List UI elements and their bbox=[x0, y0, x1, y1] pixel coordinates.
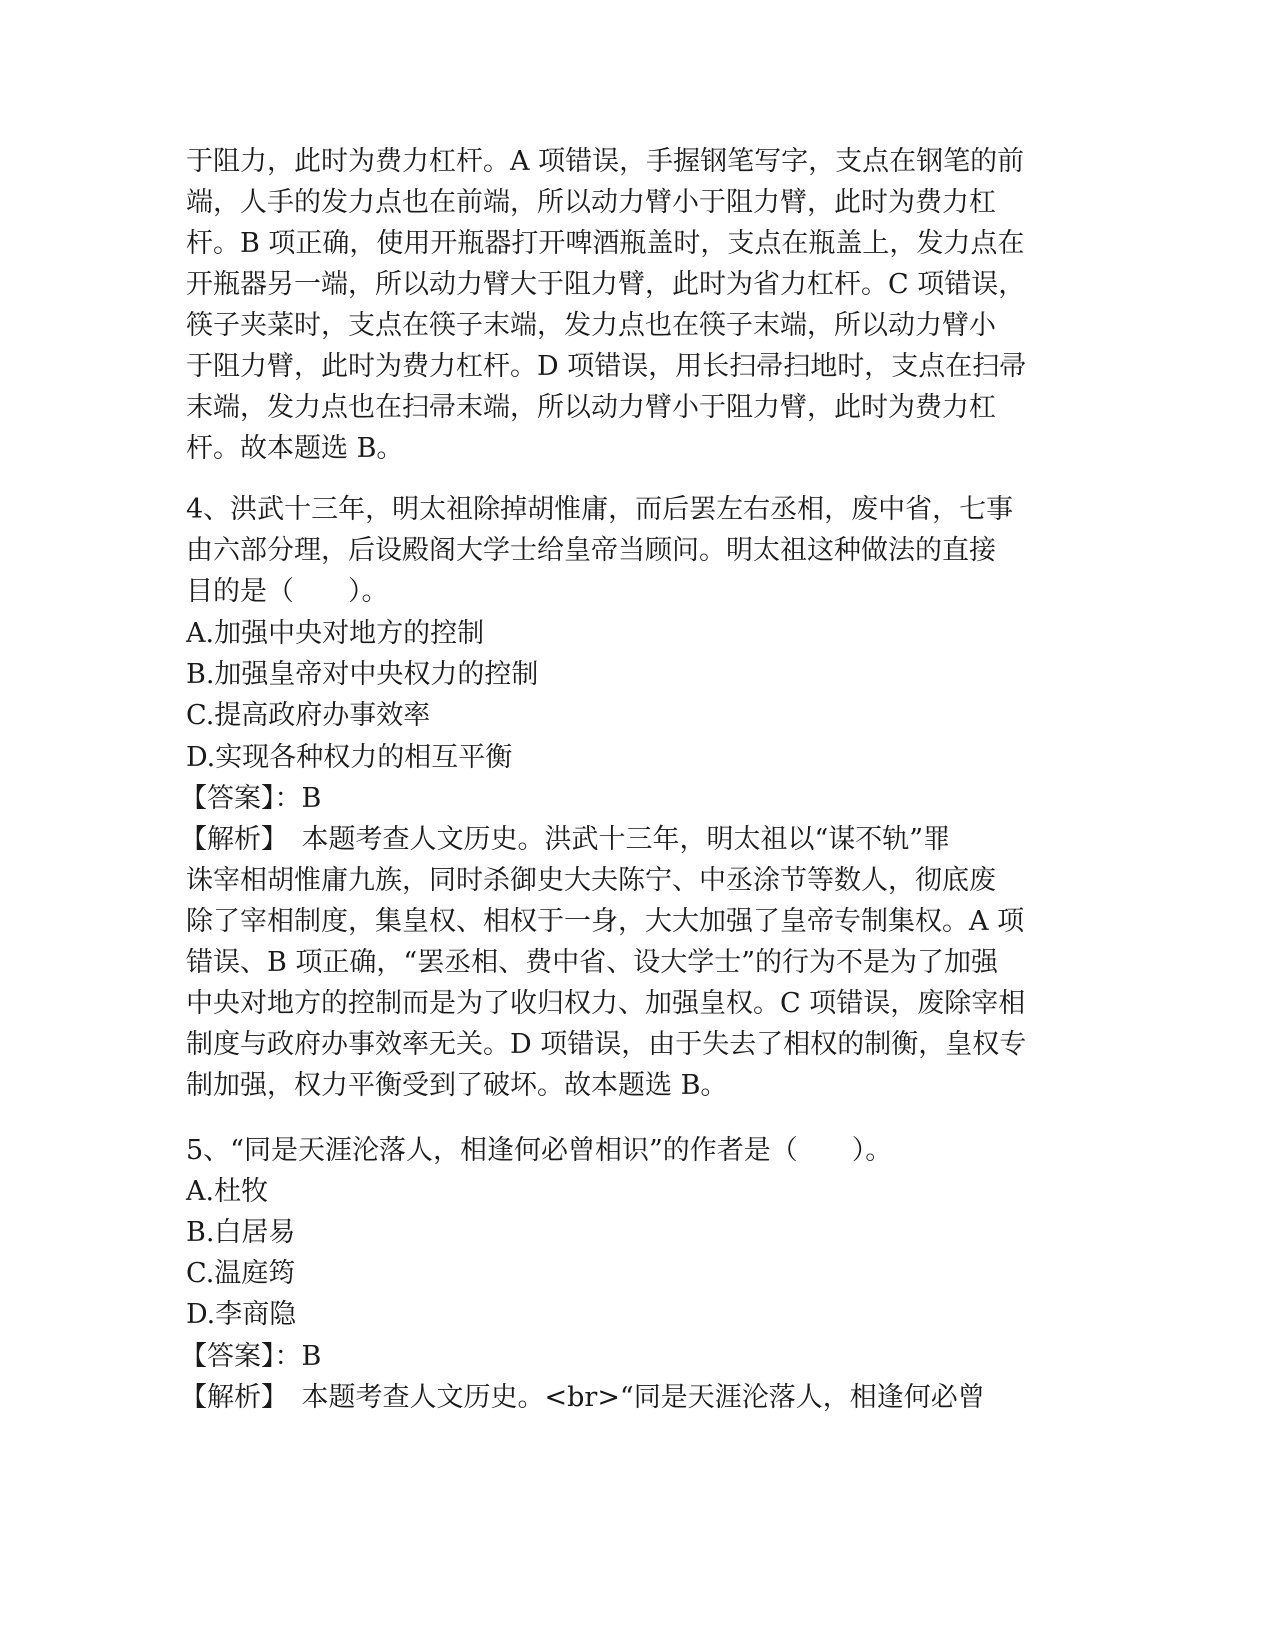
text-line: 于阻力，此时为费力杠杆。A 项错误，手握钢笔写字，支点在钢笔的前 bbox=[186, 146, 1025, 177]
question-stem-line: 目的是（ ）。 bbox=[186, 576, 389, 607]
text-line: 端，人手的发力点也在前端，所以动力臂小于阻力臂，此时为费力杠 bbox=[186, 187, 996, 218]
question-stem-line: 由六部分理，后设殿阁大学士给皇帝当顾问。明太祖这种做法的直接 bbox=[186, 535, 996, 566]
analysis-line: 制度与政府办事效率无关。D 项错误，由于失去了相权的制衡，皇权专 bbox=[186, 1029, 1027, 1060]
analysis-line: 中央对地方的控制而是为了收归权力、加强皇权。C 项错误，废除宰相 bbox=[186, 988, 1026, 1019]
answer-line: 【答案】：B bbox=[180, 1341, 322, 1372]
question-stem-line: 5、“同是天涯沦落人，相逢何必曾相识”的作者是（ ）。 bbox=[186, 1135, 893, 1166]
option-d: D.实现各种权力的相互平衡 bbox=[186, 742, 513, 773]
option-c: C.提高政府办事效率 bbox=[186, 700, 431, 731]
text-line: 杆。故本题选 B。 bbox=[186, 433, 404, 464]
analysis-line: 错误、B 项正确，“罢丞相、费中省、设大学士”的行为不是为了加强 bbox=[186, 947, 999, 978]
analysis-line: 制加强，权力平衡受到了破坏。故本题选 B。 bbox=[186, 1070, 728, 1101]
option-b: B.白居易 bbox=[186, 1217, 296, 1248]
analysis-line: 诛宰相胡惟庸九族，同时杀御史大夫陈宁、中丞涂节等数人，彻底废 bbox=[186, 865, 996, 896]
analysis-line: 【解析】 本题考查人文历史。<br>“同是天涯沦落人，相逢何必曾 bbox=[180, 1382, 985, 1413]
option-d: D.李商隐 bbox=[186, 1299, 297, 1330]
question-stem-line: 4、洪武十三年，明太祖除掉胡惟庸，而后罢左右丞相，废中省，七事 bbox=[186, 494, 1014, 525]
text-line: 开瓶器另一端，所以动力臂大于阻力臂，此时为省力杠杆。C 项错误， bbox=[186, 269, 1026, 300]
option-a: A.杜牧 bbox=[186, 1176, 269, 1207]
analysis-line: 除了宰相制度，集皇权、相权于一身，大大加强了皇帝专制集权。A 项 bbox=[186, 906, 1025, 937]
analysis-line: 【解析】 本题考查人文历史。洪武十三年，明太祖以“谋不轨”罪 bbox=[180, 824, 951, 855]
answer-line: 【答案】：B bbox=[180, 783, 322, 814]
text-line: 杆。B 项正确，使用开瓶器打开啤酒瓶盖时，支点在瓶盖上，发力点在 bbox=[186, 228, 1025, 259]
option-a: A.加强中央对地方的控制 bbox=[186, 618, 485, 649]
option-b: B.加强皇帝对中央权力的控制 bbox=[186, 659, 539, 690]
text-line: 筷子夹菜时，支点在筷子末端，发力点也在筷子末端，所以动力臂小 bbox=[186, 310, 996, 341]
option-c: C.温庭筠 bbox=[186, 1258, 296, 1289]
text-line: 于阻力臂，此时为费力杠杆。D 项错误，用长扫帚扫地时，支点在扫帚 bbox=[186, 351, 1027, 382]
text-line: 末端，发力点也在扫帚末端，所以动力臂小于阻力臂，此时为费力杠 bbox=[186, 392, 996, 423]
